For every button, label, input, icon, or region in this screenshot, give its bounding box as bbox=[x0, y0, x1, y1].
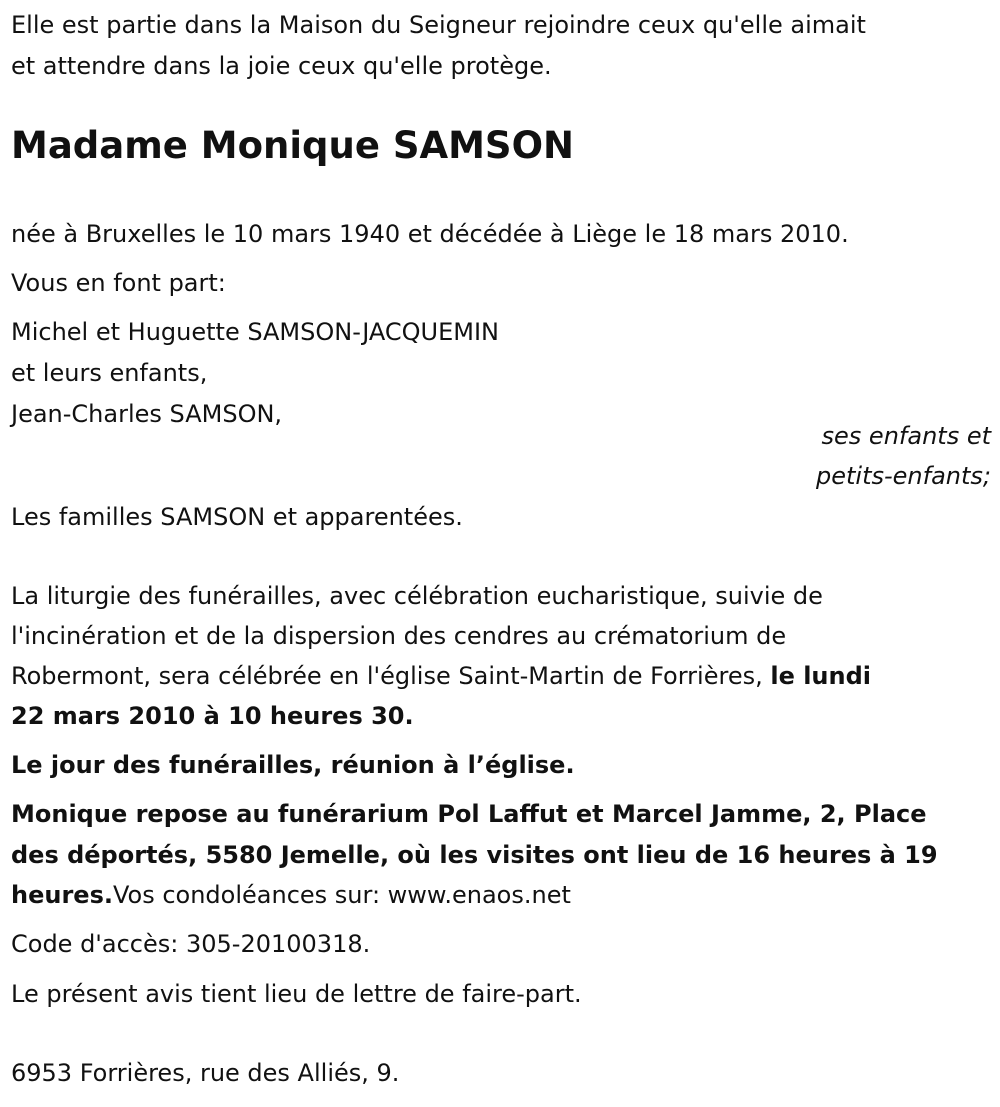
liturgy-line-3 bbox=[11, 656, 871, 696]
liturgy-line-1: La liturgie des funérailles, avec célébration eucharistique, suivie de bbox=[11, 582, 823, 610]
repose-line-3 bbox=[11, 875, 571, 915]
funeral-day: le lundi bbox=[770, 662, 872, 690]
liturgy-line-3-text: Robermont, sera célébrée en l'église Saint-Martin de Forrières, bbox=[11, 662, 771, 690]
relation-line-2: petits-enfants; bbox=[816, 462, 991, 490]
notice-line: Le présent avis tient lieu de lettre de faire-part. bbox=[11, 980, 582, 1008]
family-relation bbox=[816, 416, 991, 496]
family-line-3: Jean-Charles SAMSON, bbox=[11, 400, 283, 428]
other-families-line: Les familles SAMSON et apparentées. bbox=[11, 503, 463, 531]
reunion-line: Le jour des funérailles, réunion à l’église. bbox=[11, 751, 575, 779]
condolences-text: Vos condoléances sur: www.enaos.net bbox=[112, 881, 571, 909]
deceased-name: Madame Monique SAMSON bbox=[11, 124, 575, 167]
repose-line-2: des déportés, 5580 Jemelle, où les visites ont lieu de 16 heures à 19 bbox=[11, 841, 938, 869]
birth-death-line: née à Bruxelles le 10 mars 1940 et décédée à Liège le 18 mars 2010. bbox=[11, 220, 849, 248]
funeral-date-time: 22 mars 2010 à 10 heures 30. bbox=[11, 702, 414, 730]
address-line: 6953 Forrières, rue des Alliés, 9. bbox=[11, 1059, 400, 1087]
intro-line-2: et attendre dans la joie ceux qu'elle protège. bbox=[11, 52, 552, 80]
intro-line-1: Elle est partie dans la Maison du Seigneur rejoindre ceux qu'elle aimait bbox=[11, 11, 866, 39]
access-code-line: Code d'accès: 305-20100318. bbox=[11, 930, 371, 958]
announcement-line: Vous en font part: bbox=[11, 269, 226, 297]
family-line-2: et leurs enfants, bbox=[11, 359, 208, 387]
repose-hours-end: heures. bbox=[11, 881, 113, 909]
family-line-1: Michel et Huguette SAMSON-JACQUEMIN bbox=[11, 318, 499, 346]
repose-line-1: Monique repose au funérarium Pol Laffut et Marcel Jamme, 2, Place bbox=[11, 800, 927, 828]
liturgy-line-2: l'incinération et de la dispersion des cendres au crématorium de bbox=[11, 622, 787, 650]
relation-line-1: ses enfants et bbox=[821, 422, 991, 450]
